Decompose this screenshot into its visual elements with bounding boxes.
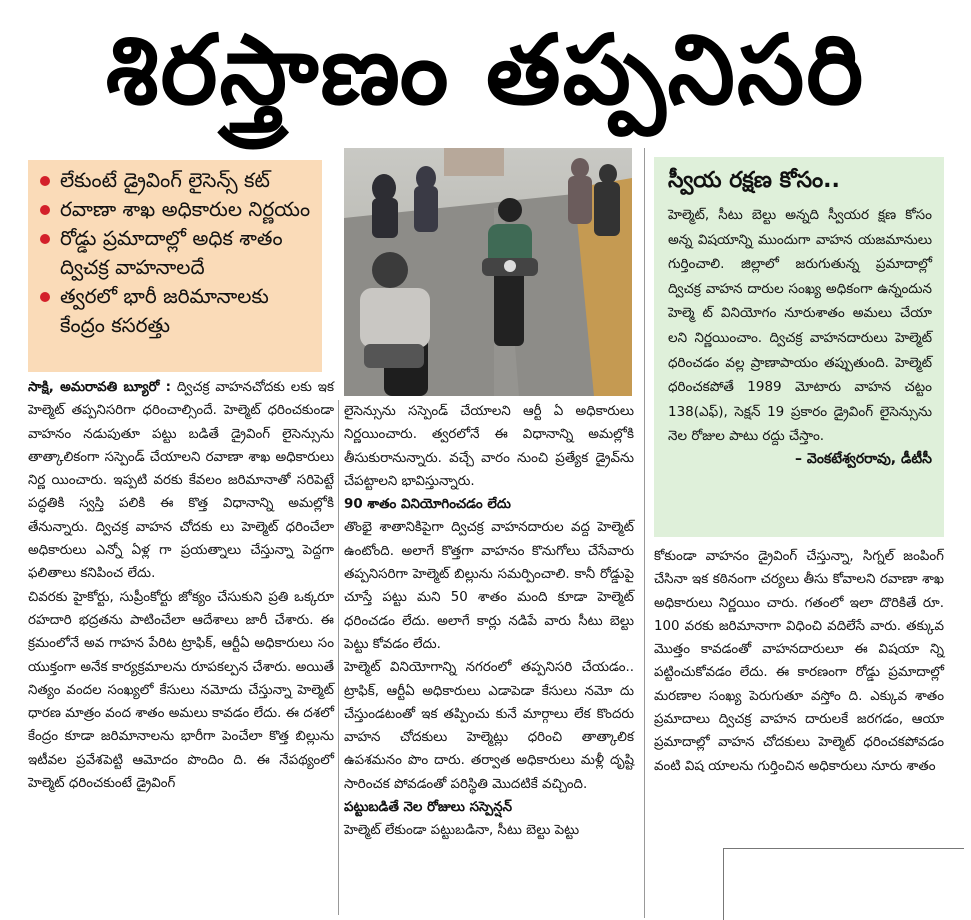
bullet-dot-icon [40,176,50,186]
road-photo-illustration [344,148,632,396]
article-column-1 [28,376,334,795]
article-paragraph: చివరకు హైకోర్టు, సుప్రీంకోర్టు జోక్యం చేసుకుని ప్రతి ఒక్కరూ రహదారి భద్రతను పాటించేలా ఆదేశాలు జారీ చేశారు. ఈ క్రమంలోనే అవ గాహన పేరిట ట్రాఫిక్, ఆర్టీఏ అధికారులు సం యుక్తంగా అనేక కార్యక్రమాలను రూపకల్పన చేశారు. అయితే నిత్యం వందల సంఖ్యలో కేసులు నమోదు చేస్తున్నా హెల్మెట్ ధారణ మాత్రం వంద శాతం అమలు కావడం లేదు. ఈ దశలో కేంద్రం కూడా జరిమానాలను భారీగా పెంచేలా కొత్త బిల్లును ఇటీవల ప్రవేశపెట్టి ఆమోదం పొందిం ది. ఈ నేపథ్యంలో హెల్మెట్ ధరించకుంటే డ్రైవింగ్ [28,589,334,792]
article-paragraph: కోకుండా వాహనం డ్రైవింగ్ చేస్తున్నా, సిగ్నల్ జంపింగ్ చేసినా ఇక కఠినంగా చర్యలు తీసు కోవాలని రవాణా శాఖ అధికారులు నిర్ణయిం చారు. గతంలో ఇలా దొరికితే రూ. 100 వరకు జరిమానాగా విధించి వదిలేసే వారు. తక్కువ మొత్తం కావడంతో వాహనదారులూ ఈ విషయా న్ని పట్టించుకోవడం లేదు. ఈ కారణంగా రోడ్డు ప్రమాదాల్లో మరణాల సంఖ్య పెరుగుతూ వస్తోం ది. ఎక్కువ శాతం ప్రమాదాలు ద్విచక్ర వాహన దారులకే జరగడం, ఆయా ప్రమాదాల్లో వాహన చోదకులు హెల్మెట్ ధరించకపోవడం వంటి విష యాలను గుర్తించిన అధికారులు నూరు శాతం [654,549,944,774]
highlight-text: త్వరలో భారీ జరిమానాలకు కేంద్రం కసరత్తు [60,284,269,337]
helmet-riders-photo [344,148,632,396]
bullet-dot-icon [40,234,50,244]
column-divider [338,400,339,915]
highlight-text: లేకుంటే డ్రైవింగ్ లైసెన్స్ కట్ [60,168,270,192]
article-paragraph: లైసెన్సును సస్పెండ్ చేయాలని ఆర్టీ ఏ అధికారులు నిర్ణయించారు. త్వరలోనే ఈ విధానాన్ని అమల్లోకి తీసుకురానున్నారు. వచ్చే వారం నుంచి ప్రత్యేక డ్రైవ్‌ను చేపట్టాలని భావిస్తున్నారు. [344,404,634,489]
highlight-text: రోడ్డు ప్రమాదాల్లో అధిక శాతం ద్విచక్ర వాహనాలదే [60,226,283,279]
article-column-3 [654,545,944,778]
article-paragraph: హెల్మెట్ వినియోగాన్ని నగరంలో తప్పనిసరి చేయడం.. ట్రాఫిక్, ఆర్టీఏ అధికారులు ఎడాపెడా కేసులు నమో దు చేస్తుండటంతో ఇక తప్పించు కునే మార్గాలు లేక కొందరు వాహన చోదకులు హెల్మెట్లు ధరించి తాత్కాలిక ఉపశమనం పొం దారు. తర్వాత అధికారులు మళ్లీ దృష్టి సారించక పోవడంతో పరిస్థితి మొదటికే వచ్చింది. [344,660,634,792]
subheading: పట్టుబడితే నెల రోజులు సస్పెన్షన్ [344,800,513,816]
article-paragraph: హెల్మెట్ లేకుండా పట్టుబడినా, సీటు బెల్టు పెట్టు [344,823,580,839]
sidebox-signature: – వెంకటేశ్వరరావు, డీటీసీ [795,450,932,467]
highlight-text: రవాణా శాఖ అధికారుల నిర్ణయం [60,197,311,221]
headline: శిరస్త్రాణం తప్పనిసరి [105,14,866,126]
article-paragraph [28,376,334,586]
column-divider [644,148,645,918]
official-quote-box [654,157,944,537]
sidebox-title: స్వీయ రక్షణ కోసం.. [668,168,840,193]
highlight-item [40,224,314,282]
article-column-2 [344,400,634,843]
bullet-dot-icon [40,205,50,215]
corner-frame [723,848,964,920]
paragraph-text: ద్విచక్ర వాహనచోదకు లకు ఇక హెల్మెట్ తప్పనిసరిగా ధరించాల్సిందే. హెల్మెట్ ధరించకుండా వాహనం నడుపుతూ పట్టు బడితే డ్రైవింగ్ లైసెన్సును తాత్కాలికంగా సస్పెండ్ చేయాలని రవాణా శాఖ అధికారులు నిర్ణ యించారు. ఇప్పటి వరకు కేవలం జరిమానాతో సరిపెట్టే పద్ధతికి స్వస్తి పలికి ఈ కొత్త విధానాన్ని అమల్లోకి తేనున్నారు. ద్విచక్ర వాహన చోదకు లు హెల్మెట్ ధరించేలా అధికారులు ఎన్నో ఏళ్ల గా ప్రయత్నాలు చేస్తున్నా పెద్దగా ఫలితాలు కనిపించ లేదు. [28,380,334,582]
highlight-item [40,282,314,340]
dateline: సాక్షి, అమరావతి బ్యూరో : [28,380,171,395]
subheading: 90 శాతం వినియోగించడం లేదు [344,497,511,513]
bullet-dot-icon [40,292,50,302]
article-paragraph: తొంభై శాతానికిపైగా ద్విచక్ర వాహనదారుల వద్ద హెల్మెట్ ఉంటోంది. అలాగే కొత్తగా వాహనం కొనుగోలు చేసేవారు తప్పనిసరిగా హెల్మెట్ బిల్లును సమర్పించాలి. కానీ రోడ్డుపై చూస్తే పట్టు మని 50 శాతం మంది కూడా హెల్మెట్ ధరించడం లేదు. అలాగే కార్లు నడిపే వారు సీటు బెల్టు పెట్టు కోవడం లేదు. [344,520,634,652]
highlights-box [28,160,322,372]
highlight-item [40,166,314,195]
sidebox-body: హెల్మెట్, సీటు బెల్టు అన్నది స్వీయర క్షణ కోసం అన్న విషయాన్ని ముందుగా వాహన యజమానులు గుర్తించాలి. జిల్లాలో జరుగుతున్న ప్రమాదాల్లో ద్విచక్ర వాహన దారుల సంఖ్య అధికంగా ఉన్నందున హెల్మె ట్ వినియోగం నూరుశాతం అమలు చేయా లని నిర్ణయించాం. ద్విచక్ర వాహనదారులు హెల్మెట్ ధరించడం వల్ల ప్రాణాపాయం తప్పుతుంది. హెల్మెట్ ధరించకపోతే 1989 మోటారు వాహన చట్టం 138(ఎఫ్), సెక్షన్ 19 ప్రకారం డ్రైవింగ్ లైసెన్సును నెల రోజుల పాటు రద్దు చేస్తాం. [668,207,932,445]
highlight-item [40,195,314,224]
